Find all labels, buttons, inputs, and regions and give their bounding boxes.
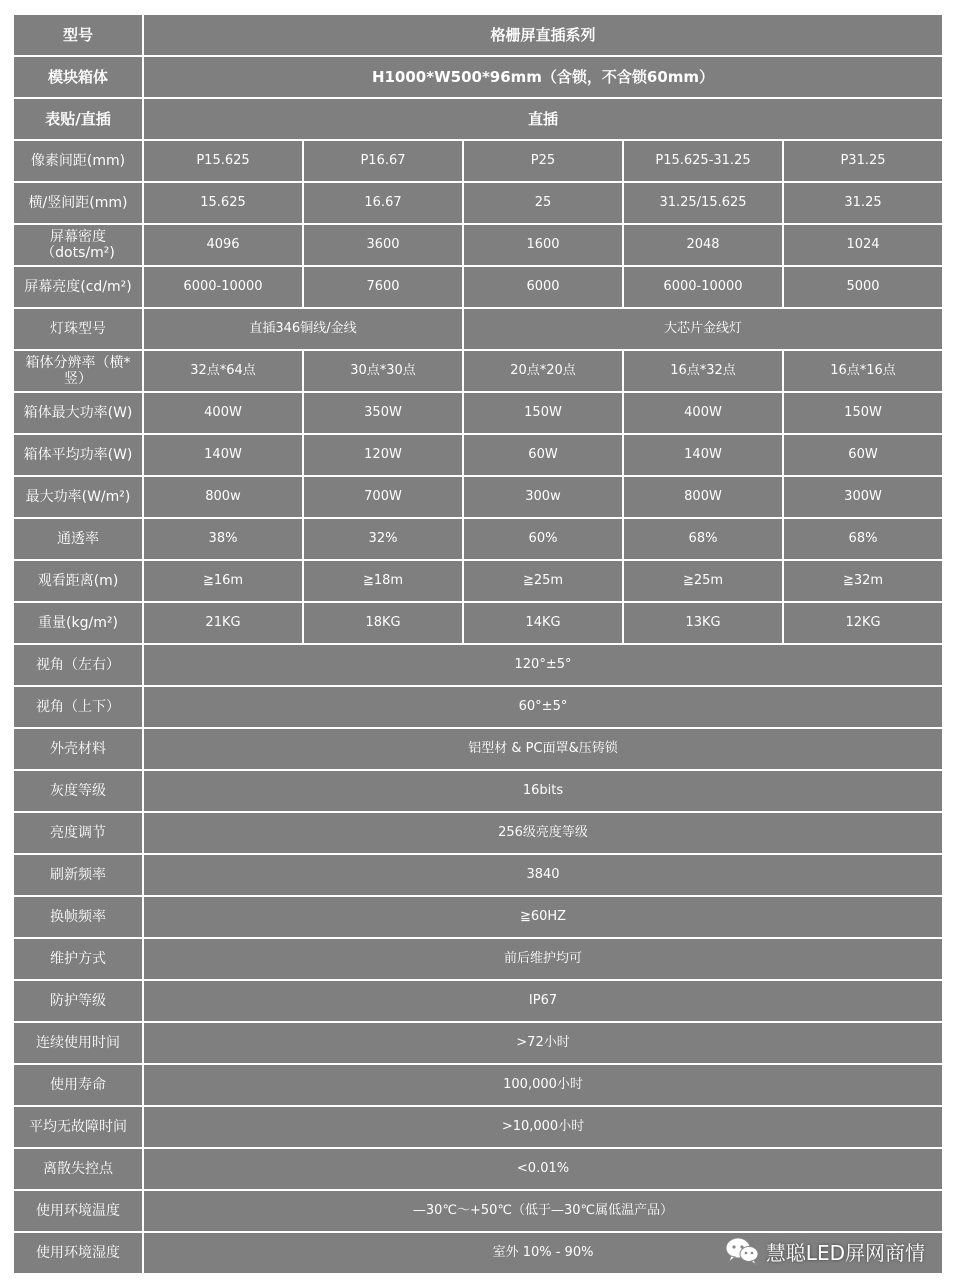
row-value: P25 [463, 140, 623, 182]
table-row [13, 938, 943, 980]
row-value: >72小时 [143, 1022, 943, 1064]
row-value: ≧60HZ [143, 896, 943, 938]
row-label: 防护等级 [13, 980, 143, 1022]
row-value: 18KG [303, 602, 463, 644]
row-value: 100,000小时 [143, 1064, 943, 1106]
table-row [13, 350, 943, 392]
row-value: 256级亮度等级 [143, 812, 943, 854]
table-row [13, 518, 943, 560]
row-value: 120W [303, 434, 463, 476]
row-value: 400W [143, 392, 303, 434]
row-value: ≧18m [303, 560, 463, 602]
row-value: ≧32m [783, 560, 943, 602]
row-value: >10,000小时 [143, 1106, 943, 1148]
table-row [13, 140, 943, 182]
row-value: 4096 [143, 224, 303, 266]
row-label: 屏幕亮度(cd/m²) [13, 266, 143, 308]
row-value: 16.67 [303, 182, 463, 224]
row-value: 350W [303, 392, 463, 434]
row-value: 20点*20点 [463, 350, 623, 392]
row-value: 12KG [783, 602, 943, 644]
table-row [13, 770, 943, 812]
row-label: 使用寿命 [13, 1064, 143, 1106]
row-value: P15.625 [143, 140, 303, 182]
row-label: 箱体平均功率(W) [13, 434, 143, 476]
table-row [13, 602, 943, 644]
row-value: 38% [143, 518, 303, 560]
row-label: 外壳材料 [13, 728, 143, 770]
row-label: 维护方式 [13, 938, 143, 980]
wechat-icon [724, 1236, 760, 1266]
table-row [13, 560, 943, 602]
row-label: 离散失控点 [13, 1148, 143, 1190]
row-label: 箱体分辨率（横*竖） [13, 350, 143, 392]
row-value: 150W [463, 392, 623, 434]
row-label: 平均无故障时间 [13, 1106, 143, 1148]
row-value: 6000-10000 [143, 266, 303, 308]
row-value: 格栅屏直插系列 [143, 14, 943, 56]
row-value: 1024 [783, 224, 943, 266]
row-value: <0.01% [143, 1148, 943, 1190]
table-row [13, 686, 943, 728]
row-value: 直插 [143, 98, 943, 140]
row-label: 重量(kg/m²) [13, 602, 143, 644]
table-row [13, 98, 943, 140]
row-value: 室外 10% - 90% [143, 1232, 943, 1274]
row-value: 6000-10000 [623, 266, 783, 308]
row-value: 25 [463, 182, 623, 224]
row-value: —30℃～+50℃（低于—30℃属低温产品） [143, 1190, 943, 1232]
row-value: ≧16m [143, 560, 303, 602]
row-value: 30点*30点 [303, 350, 463, 392]
row-value: ≧25m [623, 560, 783, 602]
row-value: 32% [303, 518, 463, 560]
table-row [13, 854, 943, 896]
row-value: H1000*W500*96mm（含锁，不含锁60mm） [143, 56, 943, 98]
row-value: 21KG [143, 602, 303, 644]
table-row [13, 1022, 943, 1064]
row-value: 60W [783, 434, 943, 476]
row-value: 60°±5° [143, 686, 943, 728]
row-value: ≧25m [463, 560, 623, 602]
row-label: 像素间距(mm) [13, 140, 143, 182]
watermark-text: 慧聪LED屏网商情 [765, 1240, 925, 1265]
row-value: 400W [623, 392, 783, 434]
row-value: 铝型材 & PC面罩&压铸锁 [143, 728, 943, 770]
row-value: 16点*16点 [783, 350, 943, 392]
row-value: 16bits [143, 770, 943, 812]
row-label: 观看距离(m) [13, 560, 143, 602]
row-label: 视角（左右） [13, 644, 143, 686]
row-value: 700W [303, 476, 463, 518]
row-value: 32点*64点 [143, 350, 303, 392]
table-row [13, 1064, 943, 1106]
row-value: 直插346铜线/金线 [143, 308, 463, 350]
row-label: 通透率 [13, 518, 143, 560]
table-row [13, 182, 943, 224]
row-label: 换帧频率 [13, 896, 143, 938]
row-value: 31.25/15.625 [623, 182, 783, 224]
table-row [13, 812, 943, 854]
row-value: 2048 [623, 224, 783, 266]
row-value: 16点*32点 [623, 350, 783, 392]
row-label: 模块箱体 [13, 56, 143, 98]
row-label: 视角（上下） [13, 686, 143, 728]
row-label: 屏幕密度（dots/m²) [13, 224, 143, 266]
row-value: 800W [623, 476, 783, 518]
table-row [13, 896, 943, 938]
row-label: 亮度调节 [13, 812, 143, 854]
table-row [13, 728, 943, 770]
row-value: 7600 [303, 266, 463, 308]
table-row [13, 266, 943, 308]
table-row [13, 1148, 943, 1190]
row-value: P31.25 [783, 140, 943, 182]
table-row [13, 308, 943, 350]
table-row [13, 1190, 943, 1232]
row-value: 大芯片金线灯 [463, 308, 943, 350]
row-label: 箱体最大功率(W) [13, 392, 143, 434]
row-value: 14KG [463, 602, 623, 644]
row-value: 150W [783, 392, 943, 434]
row-value: 800w [143, 476, 303, 518]
row-value: 1600 [463, 224, 623, 266]
row-label: 使用环境湿度 [13, 1232, 143, 1274]
row-label: 灰度等级 [13, 770, 143, 812]
spec-table [12, 13, 944, 1275]
row-value: 68% [623, 518, 783, 560]
row-value: 68% [783, 518, 943, 560]
row-value: IP67 [143, 980, 943, 1022]
row-value: 3600 [303, 224, 463, 266]
row-label: 表贴/直插 [13, 98, 143, 140]
row-value: 60W [463, 434, 623, 476]
row-value: 140W [143, 434, 303, 476]
row-value: 31.25 [783, 182, 943, 224]
table-row [13, 224, 943, 266]
table-row [13, 14, 943, 56]
row-label: 横/竖间距(mm) [13, 182, 143, 224]
row-value: 6000 [463, 266, 623, 308]
row-value: 15.625 [143, 182, 303, 224]
table-row [13, 434, 943, 476]
row-value: 300W [783, 476, 943, 518]
table-row [13, 1106, 943, 1148]
row-value: 60% [463, 518, 623, 560]
row-label: 最大功率(W/m²) [13, 476, 143, 518]
row-label: 刷新频率 [13, 854, 143, 896]
row-label: 连续使用时间 [13, 1022, 143, 1064]
table-row [13, 56, 943, 98]
table-row [13, 644, 943, 686]
row-label: 灯珠型号 [13, 308, 143, 350]
row-value: 13KG [623, 602, 783, 644]
spec-table-body [13, 14, 943, 1274]
row-value: 5000 [783, 266, 943, 308]
row-value: 前后维护均可 [143, 938, 943, 980]
row-value: 300w [463, 476, 623, 518]
row-label: 使用环境温度 [13, 1190, 143, 1232]
table-row [13, 392, 943, 434]
row-value: 3840 [143, 854, 943, 896]
table-row [13, 980, 943, 1022]
row-value: P16.67 [303, 140, 463, 182]
watermark [724, 1236, 925, 1266]
table-row [13, 476, 943, 518]
row-value: 120°±5° [143, 644, 943, 686]
row-value: P15.625-31.25 [623, 140, 783, 182]
row-value: 140W [623, 434, 783, 476]
row-label: 型号 [13, 14, 143, 56]
